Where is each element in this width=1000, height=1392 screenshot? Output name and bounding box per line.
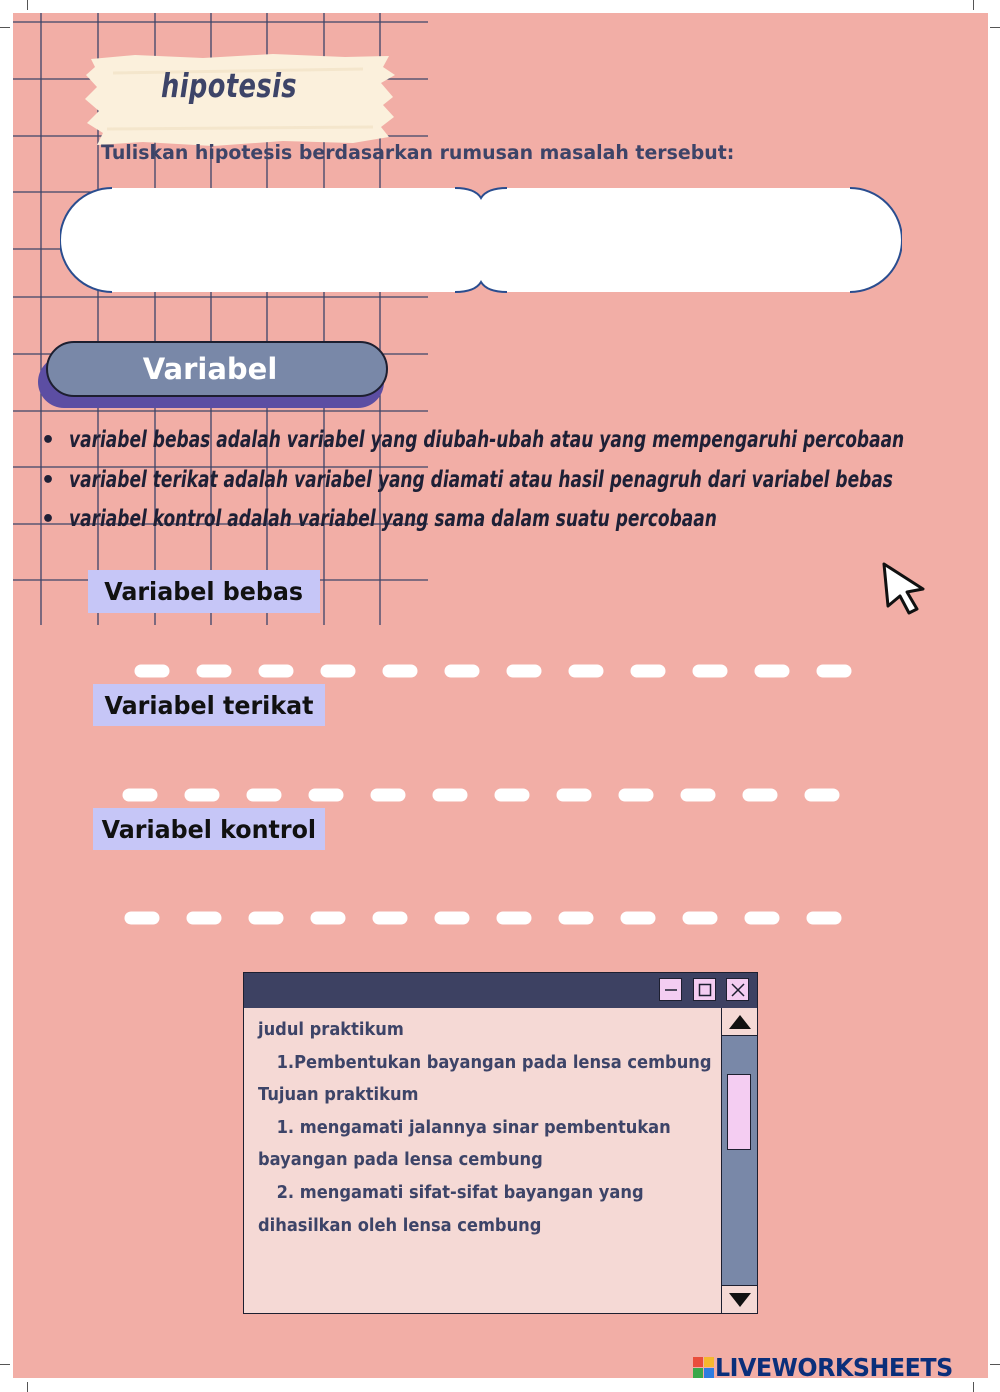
scroll-thumb[interactable] — [727, 1074, 751, 1150]
bullet-icon: • — [41, 428, 56, 453]
worksheet-page — [13, 13, 988, 1378]
scroll-up-button[interactable] — [722, 1008, 757, 1036]
minimize-icon — [663, 982, 679, 998]
answer-line-kontrol — [121, 908, 851, 928]
crop-mark — [990, 1364, 1000, 1365]
label-variabel-terikat — [93, 684, 325, 726]
definition-text: variabel terikat adalah variabel yang diamati atau hasil penagruh dari variabel bebas — [69, 466, 893, 493]
label-variabel-bebas — [88, 570, 320, 613]
close-button[interactable] — [726, 978, 749, 1001]
variabel-header: Variabel — [46, 341, 388, 397]
definition-text: variabel bebas adalah variabel yang diubah-ubah atau yang mempengaruhi percobaan — [69, 427, 905, 453]
hypothesis-input[interactable] — [113, 203, 857, 279]
window-line: dihasilkan oleh lensa cembung — [258, 1215, 542, 1236]
crop-mark — [27, 0, 28, 10]
bullet-icon: • — [41, 507, 56, 532]
window-titlebar — [244, 973, 757, 1008]
maximize-icon — [697, 982, 713, 998]
label-variabel-bebas-text: Variabel bebas — [104, 577, 304, 606]
crop-mark — [973, 0, 974, 10]
crop-mark — [27, 1382, 28, 1392]
window-line: judul praktikum — [258, 1020, 404, 1040]
watermark-text: LIVEWORKSHEETS — [715, 1353, 953, 1378]
mouse-cursor-icon — [879, 561, 931, 617]
bullet-icon: • — [41, 467, 56, 493]
page-title: hipotesis — [161, 66, 298, 105]
info-window — [243, 972, 758, 1314]
maximize-button[interactable] — [693, 978, 716, 1001]
label-variabel-terikat-text: Variabel terikat — [104, 690, 314, 720]
crop-mark — [0, 1364, 10, 1365]
close-icon — [730, 982, 746, 998]
window-line: bayangan pada lensa cembung — [258, 1150, 543, 1171]
arrow-up-icon — [728, 1013, 752, 1031]
liveworksheets-watermark[interactable] — [693, 1353, 965, 1378]
window-line: 2. mengamati sifat-sifat bayangan yang — [276, 1182, 644, 1203]
arrow-down-icon — [728, 1291, 752, 1309]
minimize-button[interactable] — [659, 978, 682, 1001]
crop-mark — [973, 1382, 974, 1392]
liveworksheets-logo-icon — [693, 1357, 715, 1379]
label-variabel-kontrol-text: Variabel kontrol — [101, 814, 317, 844]
answer-line-bebas — [131, 661, 861, 681]
window-line: 1. mengamati jalannya sinar pembentukan — [276, 1117, 671, 1138]
window-line: Tujuan praktikum — [258, 1085, 419, 1106]
crop-mark — [0, 27, 10, 28]
window-scrollbar[interactable] — [721, 1008, 757, 1313]
window-line: 1.Pembentukan bayangan pada lensa cembung — [276, 1052, 712, 1073]
definition-text: variabel kontrol adalah variabel yang sama dalam suatu percobaan — [69, 506, 717, 532]
label-variabel-kontrol — [93, 808, 325, 850]
window-content — [258, 1014, 718, 1242]
crop-mark — [990, 27, 1000, 28]
scroll-down-button[interactable] — [722, 1285, 757, 1313]
answer-line-terikat — [119, 785, 849, 805]
instruction-text: Tuliskan hipotesis berdasarkan rumusan masalah tersebut: — [101, 141, 735, 164]
